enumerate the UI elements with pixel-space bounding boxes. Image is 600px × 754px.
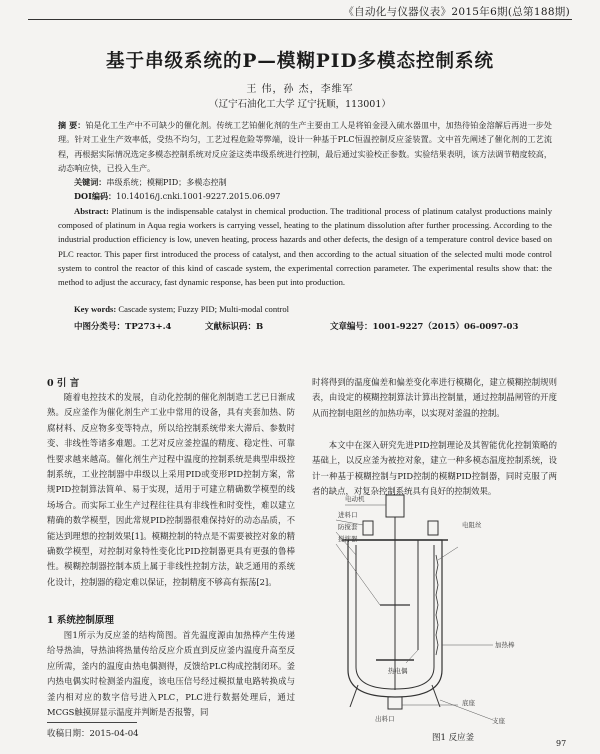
- keywords-cn-text: 串级系统；模糊PID；多模态控制: [106, 177, 227, 187]
- label-inlet: 进料口: [338, 511, 358, 519]
- abstract-cn-label: 摘 要：: [58, 120, 86, 130]
- leader-resistor: [438, 547, 458, 560]
- motor-shape: [386, 495, 404, 517]
- abstract-en: [58, 204, 552, 289]
- keywords-en-label: Key words:: [74, 304, 117, 314]
- document-code: 文献标识码：B: [205, 322, 264, 332]
- heater-coil: [436, 555, 438, 655]
- page-number: 97: [556, 739, 567, 748]
- doi-text: 10.14016/j.cnki.1001-9227.2015.06.097: [116, 191, 281, 201]
- abstract-en-label: Abstract:: [74, 206, 109, 216]
- abstract-en-text: Platinum is the indispensable catalyst in chemical production. The traditional process of platinum catalyst productions mainly composed of platinum in Aqua regia workers is carrying vessel, heating to the platinum dissolution after further processing. According to the industrial production efficiency is low, uneven heating, process hazards and other defects, the design of a temperature control device based on PLC reactor. This paper first introduced the process of catalyst, and then according to the actual situation of the selected multi mode control system to control the reactor of this kind of cascade system, the experimental correction parameter. The experimental results show that: the method to adjust the accuracy, fast dynamic response, has been put into production.: [58, 206, 552, 288]
- outlet-valve: [388, 697, 402, 709]
- abstract-cn-text: 铂是化工生产中不可缺少的催化剂。传统工艺铂催化剂的生产主要由工人是将铂金浸入硫水器皿中，加热待铂金溶解后再进一步处理。针对工业生产效率低，受热不均匀，工艺过程危险等弊端，设计一种基于PLC恒温控制反应釜装置。文中首先阐述了催化剂的工艺流程，再根据实际情况选定多模态控制系统对反应釜这类串级系统进行控制，最后通过实验校正参数。实验结果表明，该方法调节精度较高，动态响应快，已投入生产。: [58, 120, 552, 174]
- abstract-cn: [58, 118, 552, 176]
- keywords-en: [74, 302, 554, 316]
- label-heater: 加热棒: [495, 641, 515, 649]
- section-1-text: 图1所示为反应釜的结构简图。首先温度源由加热棒产生传递给导热油，导热油将热量传给反应介质直到反应釜内温度升高至反应所需，釜内的温度由热电偶测得，反馈给PLC构成控制闭环。釜内热电偶实时检测釜内温度，该电压信号经过模拟量电路转换成与釜内相对应的数字信号进入PLC，PLC进行数据处理后，通过MCGS触摸屏显示温度并判断是否报警，同: [47, 630, 295, 718]
- support-right: [432, 685, 440, 707]
- article-number: 文章编号：1001-9227（2015）06-0097-03: [330, 322, 519, 332]
- thermowell-pipe: [428, 521, 438, 535]
- inlet-pipe: [363, 521, 373, 535]
- keywords-cn-label: 关键词：: [74, 177, 107, 187]
- keywords-cn: [74, 175, 554, 189]
- right-col-text-2: 本文中在深入研究先进PID控制理论及其智能优化控制策略的基础上，以反应釜为被控对象，建立一种多模态温度控制系统，设计一种基于模糊控制与PID控制的模糊PID控制器，同时克服了两者的缺点，对复杂控制系统具有良好的控制效果。: [312, 440, 557, 497]
- section-0-heading: 0 引 言: [47, 378, 80, 389]
- label-thermocouple: 热电偶: [388, 667, 408, 675]
- label-mixer: 搅拌器: [338, 535, 358, 543]
- figure-caption: 图1 反应釜: [432, 733, 475, 743]
- paper-title: 基于串级系统的P—模糊PID多模态控制系统: [105, 51, 495, 72]
- label-stirrer: 防搅套: [338, 523, 358, 531]
- authors: 王 伟，孙 杰，李维军: [246, 84, 354, 95]
- label-resistor: 电阻丝: [462, 521, 482, 529]
- received-date: 收稿日期：2015-04-04: [47, 729, 139, 739]
- keywords-en-text: Cascade system; Fuzzy PID; Multi-modal control: [118, 304, 290, 314]
- leader-mixer: [336, 544, 380, 605]
- label-motor: 电动机: [345, 495, 365, 503]
- doi-label: DOI编码：: [74, 191, 117, 201]
- leader-thermocouple: [406, 650, 418, 663]
- support-left: [350, 685, 358, 707]
- clc-number: 中图分类号：TP273+.4: [74, 322, 172, 332]
- label-bottom: 底座: [462, 699, 475, 707]
- footnote-rule: [47, 722, 137, 723]
- right-col-text-1: 时将得到的温度偏差和偏差变化率进行模糊化，建立模糊控制规则表，由设定的模糊控制算法计算出控制量，通过控制晶闸管的开度从而控制电阻丝的加热功率，以实现对釜温的控制。: [312, 377, 557, 418]
- section-1-heading: 1 系统控制原理: [47, 615, 114, 626]
- section-0-text: 随着电控技术的发展，自动化控制的催化剂制造工艺已日渐成熟。反应釜作为催化剂生产工业中常用的设备，具有夹套加热、防腐材料、反应物多变等特点，所以给控制系统带来大滞后、参数时变、非线性等诸多难题。工艺对反应釜控温的精度、稳定性、可靠性要求越来越高。催化剂生产过程中温度的控制系统是典型串级控制系统，工业控制器中串级以上采用PID或变形PID控制方案，常规PID控制算法简单、易于实现，适用于可建立精确数学模型的线场场合。而实际工业生产过程往往具有非线性和时变性，难以建立精确的数学模型，因此常规PID控制器很难保持好的动态品质，不能达到理想的控制效果[1]。模糊控制的特点是不需要被控对象的精确数学模型，对控制对象特性变化比PID控制器更具有更强的鲁棒性。模糊控制器控制本质上属于非线性控制方法，缺乏通用的系统化设计，控制器的稳定难以保证，控制精度不够高有振荡[2]。: [47, 392, 295, 587]
- journal-header: 《自动化与仪器仪表》2015年6期(总第188期): [343, 6, 570, 18]
- label-support: 支座: [492, 717, 505, 725]
- header-rule: [28, 19, 572, 20]
- label-outlet: 出料口: [375, 715, 395, 723]
- affiliation: （辽宁石油化工大学 辽宁抚顺，113001）: [209, 99, 391, 110]
- doi: [74, 189, 554, 203]
